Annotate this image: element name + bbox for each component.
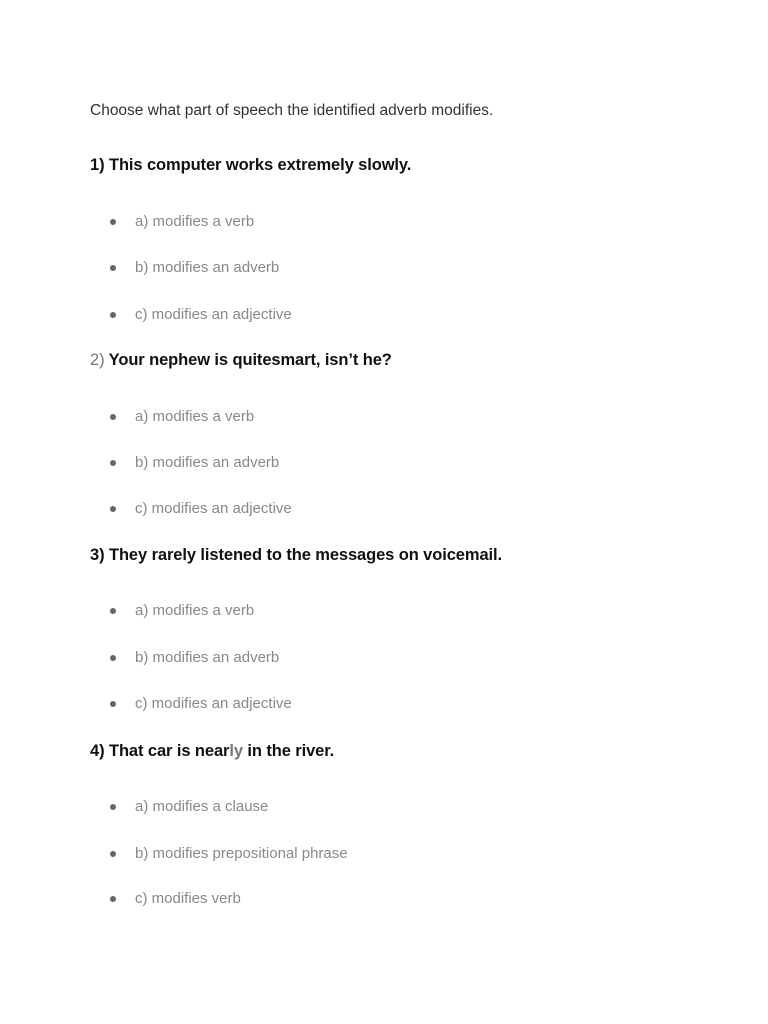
option-label: c) modifies an adjective [135, 500, 292, 517]
bullet-icon [110, 312, 116, 318]
question-number: 3) [90, 546, 105, 564]
bullet-icon [110, 608, 116, 614]
bullet-icon [110, 655, 116, 661]
question-3 [90, 546, 502, 565]
option-label: b) modifies an adverb [135, 649, 280, 666]
bullet-icon [110, 896, 116, 902]
question-adverb: rarely [151, 546, 196, 564]
question-1 [90, 156, 411, 175]
question-text-after: smart, isn’t he? [271, 351, 392, 369]
bullet-icon [110, 804, 116, 810]
question-text-after: slowly. [358, 156, 412, 174]
option-label: a) modifies a verb [135, 602, 255, 619]
question-2 [90, 351, 392, 370]
question-text-before: Your nephew is [108, 351, 228, 369]
bullet-icon [110, 219, 116, 225]
option-label: b) modifies prepositional phrase [135, 845, 348, 862]
question-text-before: This computer works [108, 156, 274, 174]
question-number: 2) [90, 351, 105, 369]
bullet-icon [110, 265, 116, 271]
option-label: a) modifies a verb [135, 408, 255, 425]
option-label: a) modifies a verb [135, 213, 255, 230]
option-label: b) modifies an adverb [135, 259, 280, 276]
question-text-after: in the river. [247, 742, 335, 760]
question-adverb: extremely [277, 156, 354, 174]
question-adverb-suffix: ly [229, 742, 243, 760]
option-label: c) modifies an adjective [135, 695, 292, 712]
bullet-icon [110, 414, 116, 420]
question-text-before: They [108, 546, 148, 564]
question-number: 1) [90, 156, 105, 174]
bullet-icon [110, 851, 116, 857]
option-label: a) modifies a clause [135, 798, 269, 815]
question-text-after: listened to the messages on voicemail. [200, 546, 502, 564]
question-4 [90, 742, 334, 761]
bullet-icon [110, 460, 116, 466]
option-label: c) modifies verb [135, 890, 241, 907]
bullet-icon [110, 506, 116, 512]
option-label: c) modifies an adjective [135, 306, 292, 323]
question-adverb: near [194, 742, 230, 760]
instructions-text: Choose what part of speech the identified adverb modifies. [90, 102, 494, 119]
question-text-before: That car is [108, 742, 191, 760]
bullet-icon [110, 701, 116, 707]
option-label: b) modifies an adverb [135, 454, 280, 471]
question-number: 4) [90, 742, 105, 760]
question-adverb: quite [232, 351, 272, 369]
